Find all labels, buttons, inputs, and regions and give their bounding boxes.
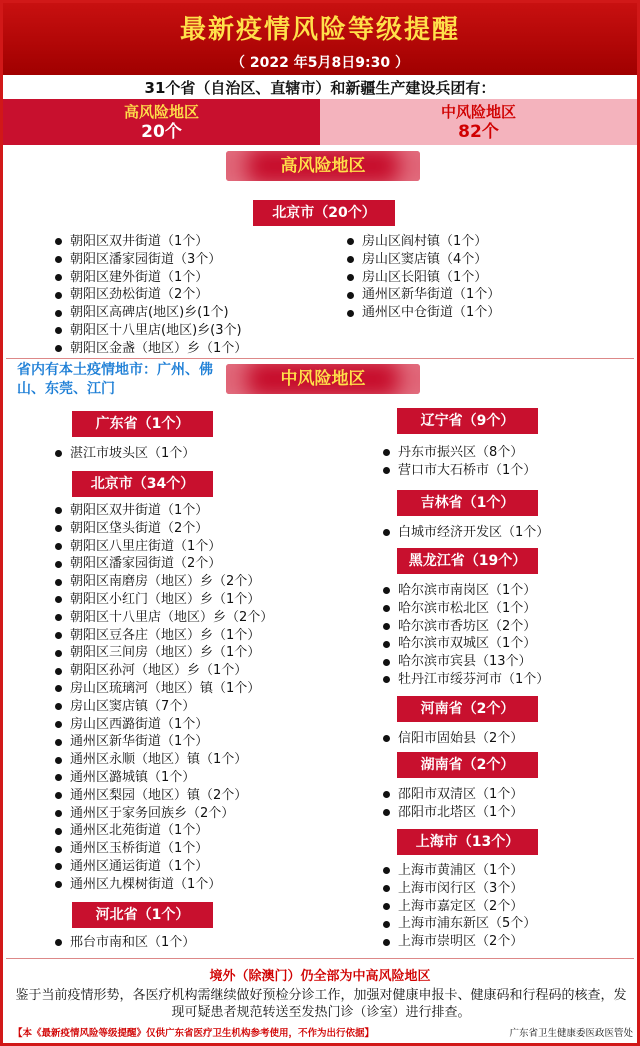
- list-item-text: 朝阳区三间房（地区）乡（1个）: [70, 645, 261, 661]
- overseas-note: 境外（除澳门）仍全部为中高风险地区: [209, 969, 431, 984]
- bullet-icon: [347, 256, 354, 263]
- list-item: [55, 787, 273, 805]
- bullet-icon: [55, 543, 62, 550]
- list-item-text: 朝阳区建外街道（1个）: [70, 269, 209, 285]
- bullet-icon: [55, 632, 62, 639]
- list-item: [55, 662, 273, 680]
- list-item: [383, 915, 536, 933]
- disclaimer: 【本《最新疫情风险等级提醒》仅供广东省医疗卫生机构参考使用，不作为出行依据】: [13, 1028, 375, 1039]
- list-item: [55, 716, 273, 734]
- high-risk-section-banner: 高风险地区: [226, 151, 420, 181]
- high-risk-total: [3, 99, 320, 145]
- mid-liaoning-header: 辽宁省（9个）: [397, 408, 538, 434]
- mid-risk-total: [320, 99, 637, 145]
- list-item-text: 上海市闵行区（3个）: [398, 880, 524, 896]
- update-date: （ 2022 年5月8日9:30 ）: [231, 55, 409, 71]
- list-item: [55, 698, 273, 716]
- bullet-icon: [55, 292, 62, 299]
- summary-line: 31个省（自治区、直辖市）和新疆生产建设兵团有：: [144, 79, 496, 97]
- list-item-text: 房山区窦店镇（4个）: [362, 251, 488, 267]
- list-item-text: 通州区梨园（地区）镇（2个）: [70, 787, 248, 803]
- list-item-text: 哈尔滨市宾县（13个）: [398, 654, 532, 670]
- list-item: [383, 582, 549, 600]
- mid-heilongjiang-list: [383, 582, 549, 689]
- issuer: 广东省卫生健康委医政医管处: [509, 1028, 633, 1039]
- bullet-icon: [55, 721, 62, 728]
- list-item: [383, 618, 549, 636]
- bullet-icon: [383, 676, 390, 683]
- bullet-icon: [55, 256, 62, 263]
- list-item-text: 上海市崇明区（2个）: [398, 934, 524, 950]
- list-item: [383, 880, 536, 898]
- list-item: [383, 898, 536, 916]
- high-beijing-list-left: [55, 233, 247, 358]
- bullet-icon: [383, 809, 390, 816]
- footer: [13, 1025, 633, 1039]
- list-item: [383, 804, 523, 822]
- list-item-text: 牡丹江市绥芬河市（1个）: [398, 671, 550, 687]
- list-item: [55, 520, 273, 538]
- bullet-icon: [383, 605, 390, 612]
- local-epidemic-note: 省内有本土疫情地市：广州、佛山、东莞、江门: [17, 362, 213, 397]
- mid-liaoning-list: [383, 444, 536, 480]
- bullet-icon: [55, 703, 62, 710]
- list-item: [55, 609, 273, 627]
- list-item-text: 朝阳区高碑店(地区)乡(1个): [70, 305, 229, 321]
- list-item-text: 邵阳市北塔区（1个）: [398, 804, 524, 820]
- bullet-icon: [55, 310, 62, 317]
- list-item: [55, 840, 273, 858]
- bullet-icon: [55, 327, 62, 334]
- list-item: [383, 462, 536, 480]
- bullet-icon: [55, 345, 62, 352]
- bullet-icon: [383, 735, 390, 742]
- bullet-icon: [55, 450, 62, 457]
- list-item-text: 上海市黄浦区（1个）: [398, 863, 524, 878]
- bullet-icon: [55, 561, 62, 568]
- list-item-text: 通州区新华街道（1个）: [362, 287, 501, 303]
- high-beijing-list-right: [347, 233, 500, 322]
- bullet-icon: [55, 596, 62, 603]
- mid-hunan-header: 湖南省（2个）: [397, 752, 538, 778]
- list-item-text: 房山区琉璃河（地区）镇（1个）: [70, 680, 261, 696]
- list-item: [55, 286, 247, 304]
- bullet-icon: [347, 274, 354, 281]
- bullet-icon: [55, 579, 62, 586]
- list-item: [347, 269, 500, 287]
- list-item: [55, 322, 247, 340]
- bullet-icon: [55, 757, 62, 764]
- list-item: [383, 653, 549, 671]
- list-item: [55, 680, 273, 698]
- bullet-icon: [55, 668, 62, 675]
- list-item-text: 朝阳区孙河（地区）乡（1个）: [70, 663, 248, 679]
- list-item: [383, 600, 549, 618]
- mid-hebei-header: 河北省（1个）: [72, 902, 213, 928]
- list-item-text: 丹东市振兴区（8个）: [398, 445, 524, 460]
- list-item: [55, 934, 195, 952]
- bullet-icon: [383, 903, 390, 910]
- bullet-icon: [55, 774, 62, 781]
- mid-jilin-header: 吉林省（1个）: [397, 490, 538, 516]
- high-beijing-header: 北京市（20个）: [253, 200, 395, 226]
- list-item: [55, 591, 273, 609]
- list-item-text: 哈尔滨市松北区（1个）: [398, 600, 537, 616]
- list-item-text: 白城市经济开发区（1个）: [398, 525, 550, 540]
- bullet-icon: [55, 881, 62, 888]
- bullet-icon: [383, 587, 390, 594]
- list-item: [383, 862, 536, 880]
- high-risk-total-count: 20个: [141, 122, 182, 142]
- mid-risk-total-count: 82个: [458, 122, 499, 142]
- list-item-text: 邢台市南和区（1个）: [70, 935, 196, 950]
- list-item: [55, 805, 273, 823]
- list-item-text: 朝阳区垡头街道（2个）: [70, 520, 209, 536]
- list-item-text: 通州区潞城镇（1个）: [70, 769, 196, 785]
- bullet-icon: [383, 623, 390, 630]
- list-item-text: 通州区玉桥街道（1个）: [70, 841, 209, 857]
- bullet-icon: [55, 650, 62, 657]
- list-item-text: 朝阳区金盏（地区）乡（1个）: [70, 340, 248, 356]
- list-item-text: 通州区永顺（地区）镇（1个）: [70, 752, 248, 768]
- list-item: [383, 786, 523, 804]
- list-item: [55, 627, 273, 645]
- bullet-icon: [55, 792, 62, 799]
- list-item: [347, 286, 500, 304]
- list-item: [383, 635, 549, 653]
- bullet-icon: [55, 810, 62, 817]
- mid-risk-total-label: 中风险地区: [440, 103, 516, 121]
- list-item-text: 房山区阎村镇（1个）: [362, 234, 488, 249]
- risk-totals: [3, 99, 637, 145]
- bullet-icon: [383, 791, 390, 798]
- list-item-text: 通州区于家务回族乡（2个）: [70, 805, 235, 821]
- mid-beijing-header: 北京市（34个）: [72, 471, 213, 497]
- list-item-text: 朝阳区十八里店（地区）乡（2个）: [70, 609, 274, 625]
- page-title: 最新疫情风险等级提醒: [179, 15, 460, 45]
- list-item: [383, 933, 536, 951]
- list-item-text: 朝阳区豆各庄（地区）乡（1个）: [70, 627, 261, 643]
- mid-risk-section-banner: 中风险地区: [226, 364, 420, 394]
- list-item-text: 朝阳区潘家园街道（2个）: [70, 556, 222, 572]
- list-item: [55, 822, 273, 840]
- list-item-text: 朝阳区八里庄街道（1个）: [70, 538, 222, 554]
- list-item: [383, 671, 549, 689]
- high-risk-total-label: 高风险地区: [123, 103, 199, 121]
- list-item-text: 房山区西潞街道（1个）: [70, 716, 209, 732]
- bullet-icon: [55, 846, 62, 853]
- bullet-icon: [55, 685, 62, 692]
- list-item: [55, 340, 247, 358]
- bullet-icon: [55, 939, 62, 946]
- list-item-text: 朝阳区劲松街道（2个）: [70, 287, 209, 303]
- mid-hunan-list: [383, 786, 523, 822]
- list-item-text: 通州区通运街道（1个）: [70, 858, 209, 874]
- bullet-icon: [383, 921, 390, 928]
- list-item-text: 上海市浦东新区（5个）: [398, 916, 537, 932]
- list-item: [347, 251, 500, 269]
- bullet-icon: [383, 467, 390, 474]
- mid-heilongjiang-header: 黑龙江省（19个）: [397, 548, 538, 574]
- mid-guangdong-list: [55, 445, 195, 463]
- header: [3, 3, 637, 75]
- bullet-icon: [55, 274, 62, 281]
- list-item: [55, 445, 195, 463]
- bullet-icon: [55, 828, 62, 835]
- list-item-text: 朝阳区十八里店(地区)乡(3个): [70, 322, 242, 338]
- bullet-icon: [347, 310, 354, 317]
- list-item-text: 哈尔滨市南岗区（1个）: [398, 583, 537, 598]
- list-item-text: 通州区九棵树街道（1个）: [70, 876, 222, 892]
- bullet-icon: [55, 739, 62, 746]
- footer-divider: [6, 958, 634, 959]
- bullet-icon: [55, 507, 62, 514]
- list-item-text: 湛江市坡头区（1个）: [70, 446, 196, 461]
- mid-henan-list: [383, 730, 523, 748]
- list-item: [55, 304, 247, 322]
- list-item-text: 哈尔滨市香坊区（2个）: [398, 618, 537, 634]
- list-item: [55, 858, 273, 876]
- list-item: [383, 524, 549, 542]
- bullet-icon: [347, 292, 354, 299]
- mid-jilin-list: [383, 524, 549, 542]
- bullet-icon: [383, 449, 390, 456]
- bullet-icon: [347, 238, 354, 245]
- list-item-text: 通州区新华街道（1个）: [70, 734, 209, 750]
- list-item: [55, 502, 273, 520]
- bullet-icon: [383, 641, 390, 648]
- list-item: [347, 233, 500, 251]
- list-item: [55, 573, 273, 591]
- bullet-icon: [383, 939, 390, 946]
- list-item-text: 上海市嘉定区（2个）: [398, 898, 524, 914]
- mid-shanghai-header: 上海市（13个）: [397, 829, 538, 855]
- section-divider: [6, 358, 634, 359]
- list-item: [383, 444, 536, 462]
- list-item-text: 朝阳区双井街道（1个）: [70, 234, 209, 249]
- bullet-icon: [55, 238, 62, 245]
- list-item: [55, 555, 273, 573]
- bullet-icon: [55, 614, 62, 621]
- list-item-text: 哈尔滨市双城区（1个）: [398, 636, 537, 652]
- list-item-text: 房山区窦店镇（7个）: [70, 698, 196, 714]
- bullet-icon: [383, 529, 390, 536]
- list-item: [55, 251, 247, 269]
- mid-henan-header: 河南省（2个）: [397, 696, 538, 722]
- list-item: [55, 733, 273, 751]
- list-item: [55, 769, 273, 787]
- mid-shanghai-list: [383, 862, 536, 951]
- list-item-text: 朝阳区潘家园街道（3个）: [70, 251, 222, 267]
- list-item: [55, 233, 247, 251]
- list-item: [55, 269, 247, 287]
- list-item-text: 通州区中仓街道（1个）: [362, 305, 501, 321]
- list-item: [347, 304, 500, 322]
- list-item: [55, 751, 273, 769]
- list-item-text: 朝阳区南磨房（地区）乡（2个）: [70, 574, 261, 590]
- mid-beijing-list: [55, 502, 273, 894]
- list-item: [383, 730, 523, 748]
- list-item-text: 朝阳区双井街道（1个）: [70, 503, 209, 518]
- list-item-text: 营口市大石桥市（1个）: [398, 462, 537, 478]
- list-item: [55, 644, 273, 662]
- list-item-text: 通州区北苑街道（1个）: [70, 823, 209, 839]
- list-item: [55, 876, 273, 894]
- list-item-text: 朝阳区小红门（地区）乡（1个）: [70, 591, 261, 607]
- bullet-icon: [383, 867, 390, 874]
- list-item-text: 房山区长阳镇（1个）: [362, 269, 488, 285]
- list-item-text: 邵阳市双清区（1个）: [398, 787, 524, 802]
- bullet-icon: [383, 885, 390, 892]
- bullet-icon: [55, 863, 62, 870]
- bullet-icon: [55, 525, 62, 532]
- bullet-icon: [383, 659, 390, 666]
- list-item: [55, 538, 273, 556]
- list-item-text: 信阳市固始县（2个）: [398, 731, 524, 746]
- mid-hebei-list: [55, 934, 195, 952]
- advice-text: 鉴于当前疫情形势，各医疗机构需继续做好预检分诊工作，加强对健康申报卡、健康码和行程码的核查，发现可疑患者规范转送至发热门诊（诊室）进行排查。: [15, 988, 627, 1020]
- mid-guangdong-header: 广东省（1个）: [72, 411, 213, 437]
